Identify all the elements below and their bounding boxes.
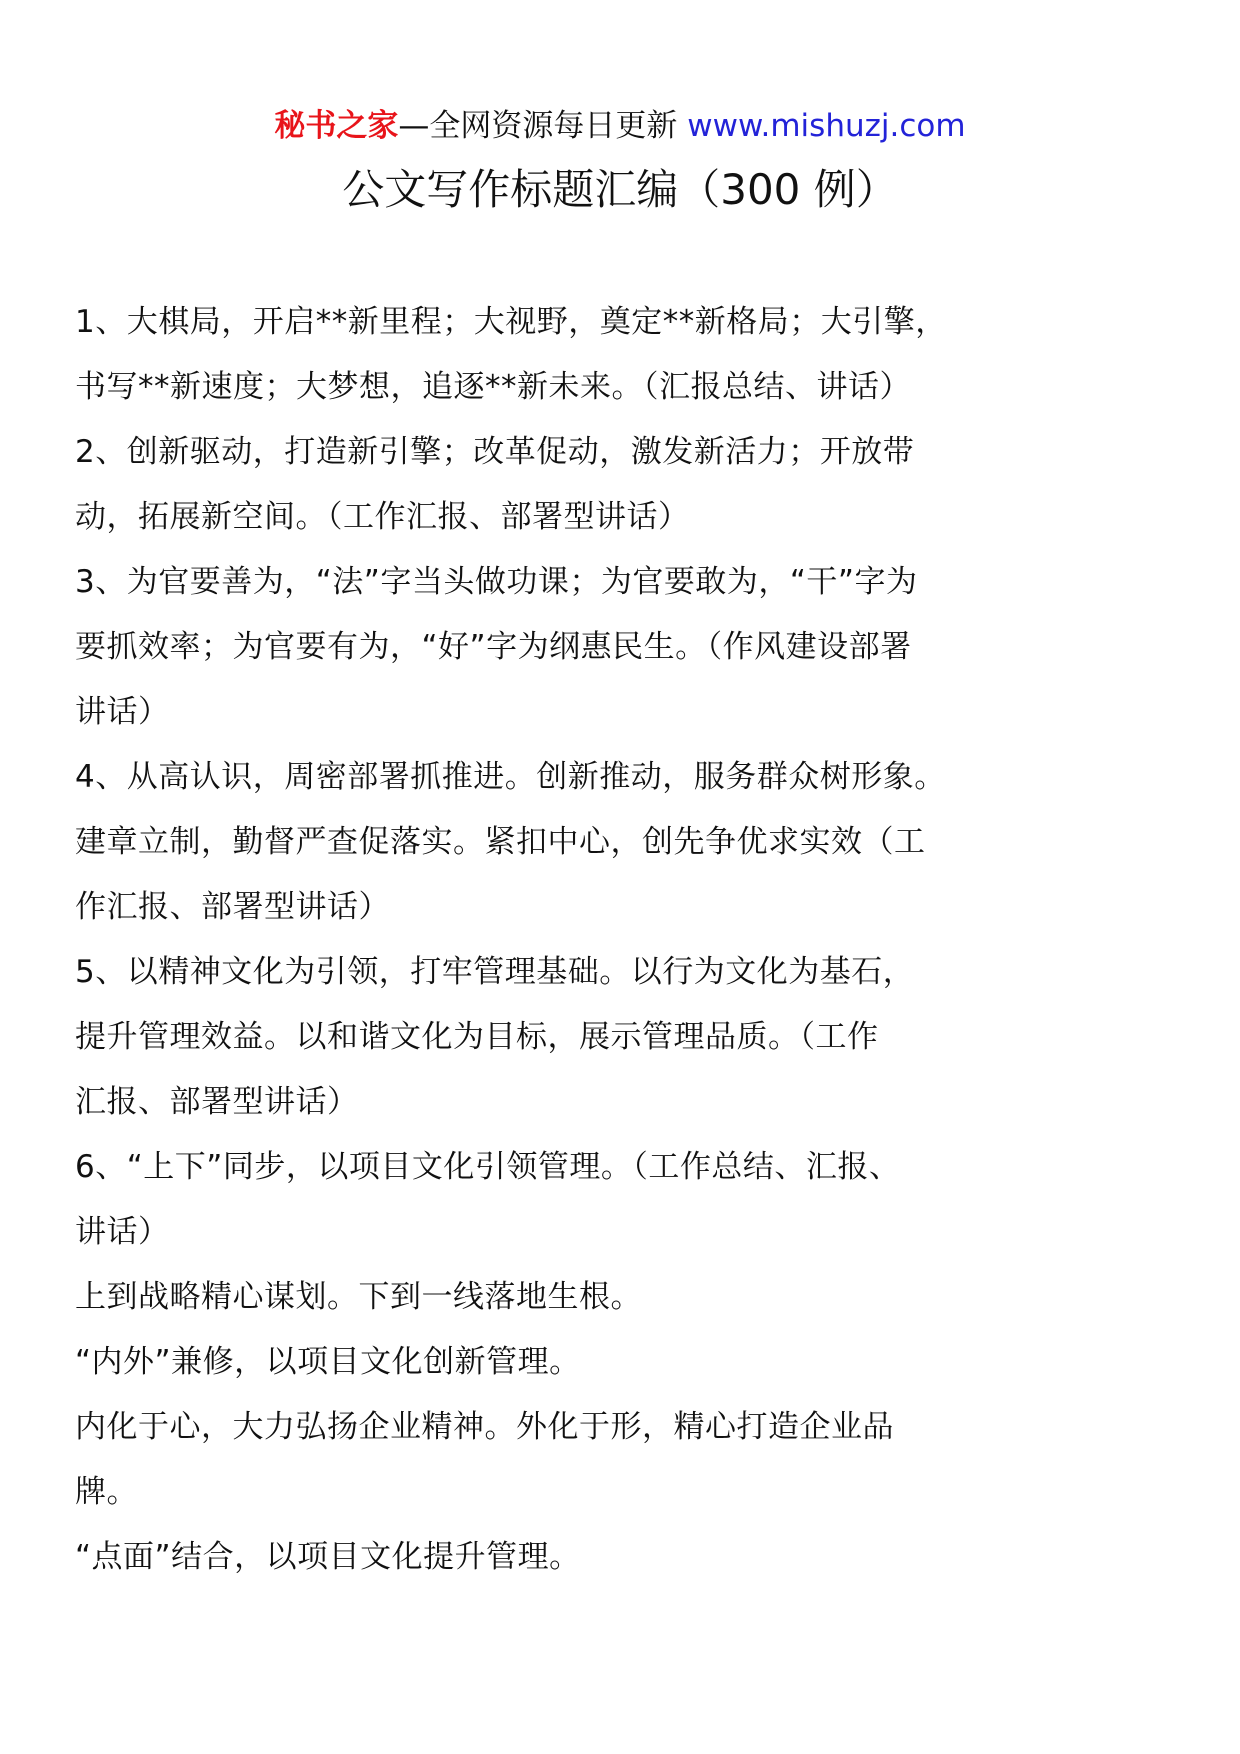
body-line: 讲话） (75, 694, 170, 730)
body-line: “内外”兼修，以项目文化创新管理。 (75, 1344, 581, 1380)
body-line: 要抓效率；为官要有为，“好”字为纲惠民生。（作风建设部署 (75, 629, 912, 665)
body-line: “点面”结合，以项目文化提升管理。 (75, 1539, 581, 1575)
body-line: 动，拓展新空间。（工作汇报、部署型讲话） (75, 499, 690, 535)
site-url-link[interactable]: www.mishuzj.com (687, 108, 966, 144)
site-brand: 秘书之家 (274, 108, 399, 144)
document-title: 公文写作标题汇编（300 例） (342, 165, 898, 214)
body-line: 提升管理效益。以和谐文化为目标，展示管理品质。（工作 (75, 1019, 879, 1055)
body-line: 讲话） (75, 1214, 170, 1250)
body-line: 作汇报、部署型讲话） (75, 889, 390, 925)
body-line: 4、从高认识，周密部署抓推进。创新推动，服务群众树形象。 (75, 759, 946, 795)
body-line: 汇报、部署型讲话） (75, 1084, 359, 1120)
body-line: 内化于心，大力弘扬企业精神。外化于形，精心打造企业品 (75, 1409, 894, 1445)
body-line: 3、为官要善为，“法”字当头做功课；为官要敢为，“干”字为 (75, 564, 918, 600)
body-line: 1、大棋局，开启**新里程；大视野，奠定**新格局；大引擎， (75, 304, 947, 340)
site-header (0, 104, 1240, 148)
body-line: 上到战略精心谋划。下到一线落地生根。 (75, 1279, 642, 1315)
body-line: 2、创新驱动，打造新引擎；改革促动，激发新活力；开放带 (75, 434, 915, 470)
body-line: 牌。 (75, 1474, 138, 1510)
site-tagline: —全网资源每日更新 (398, 108, 688, 144)
body-line: 书写**新速度；大梦想，追逐**新未来。（汇报总结、讲话） (75, 369, 911, 405)
body-line: 5、以精神文化为引领，打牢管理基础。以行为文化为基石， (75, 954, 915, 990)
body-line: 建章立制，勤督严查促落实。紧扣中心，创先争优求实效（工 (75, 824, 926, 860)
body-line: 6、“上下”同步，以项目文化引领管理。（工作总结、汇报、 (75, 1149, 901, 1185)
document-body (75, 290, 1035, 1590)
